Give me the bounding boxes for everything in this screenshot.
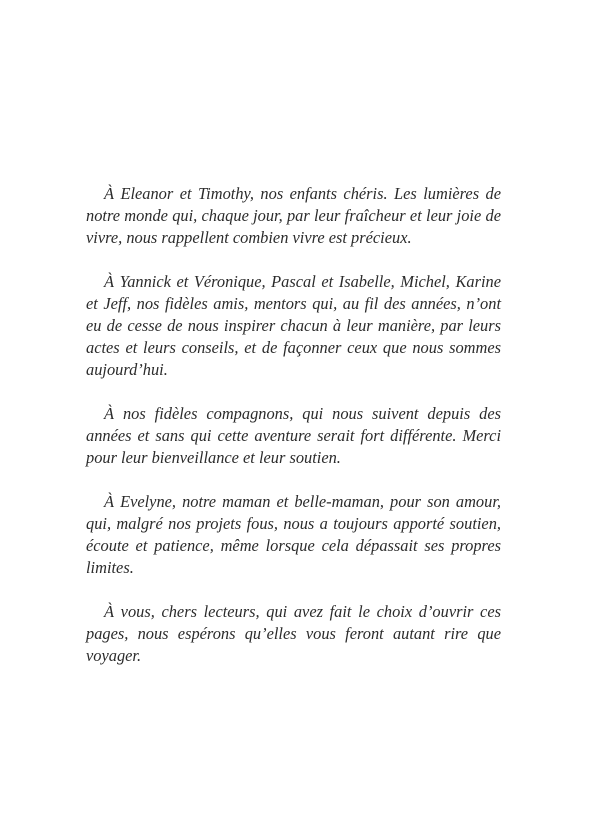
dedication-text bbox=[86, 183, 501, 689]
dedication-paragraph-evelyne: À Evelyne, notre maman et belle-maman, pour son amour, qui, malgré nos projets fous, nous a toujours apporté soutien, écoute et patience, même lorsque cela dépassait ses propres limites. bbox=[86, 492, 501, 577]
dedication-paragraph-readers: À vous, chers lecteurs, qui avez fait le choix d’ouvrir ces pages, nous espérons qu’elles vous feront autant rire que voyager. bbox=[86, 602, 501, 665]
dedication-paragraph-friends: À Yannick et Véronique, Pascal et Isabelle, Michel, Karine et Jeff, nos fidèles amis, mentors qui, au fil des années, n’ont eu de cesse de nous inspirer chacun à leur manière, par leurs actes et leurs conseils, et de façonner ceux que nous sommes aujourd’hui. bbox=[86, 272, 501, 379]
dedication-paragraph-children: À Eleanor et Timothy, nos enfants chéris. Les lumières de notre monde qui, chaque jour, par leur fraîcheur et leur joie de vivre, nous rappellent combien vivre est précieux. bbox=[86, 184, 501, 247]
dedication-paragraph-companions: À nos fidèles compagnons, qui nous suivent depuis des années et sans qui cette aventure serait fort différente. Merci pour leur bienveillance et leur soutien. bbox=[86, 404, 501, 467]
